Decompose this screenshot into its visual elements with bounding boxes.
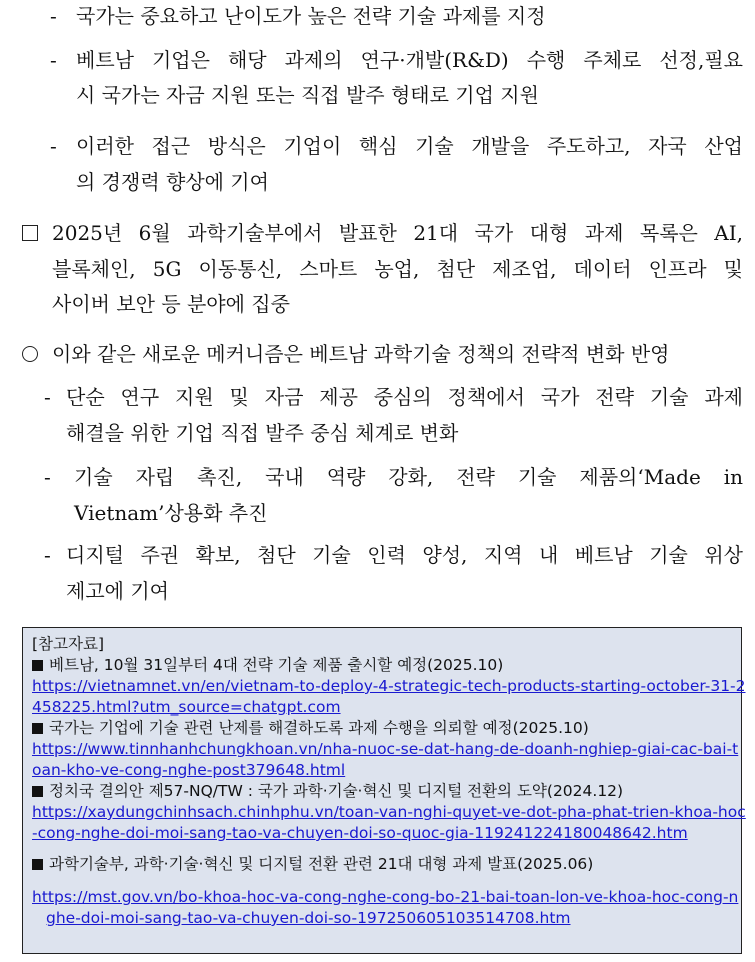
reference-link[interactable]: https://vietnamnet.vn/en/vietnam-to-deploy-4-strategic-tech-products-starting-october-31-2 [32, 677, 746, 695]
body-text-line: 단순 연구 지원 및 자금 제공 중심의 정책에서 국가 전략 기술 과제 [66, 385, 743, 409]
body-text-line: Vietnam’상용화 추진 [74, 501, 268, 525]
dash-marker: - [50, 48, 57, 72]
reference-link[interactable]: https://www.tinnhanhchungkhoan.vn/nha-nuoc-se-dat-hang-de-doanh-nghiep-giai-cac-bai-t [32, 740, 739, 758]
reference-link[interactable]: oan-kho-ve-cong-nghe-post379648.html [32, 761, 346, 779]
body-text-line: 기술 자립 촉진, 국내 역량 강화, 전략 기술 제품의‘Made in [74, 465, 743, 489]
square-marker-icon [32, 786, 43, 797]
body-text-line: 2025년 6월 과학기술부에서 발표한 21대 국가 대형 과제 목록은 AI, [52, 221, 743, 245]
circle-bullet-icon [22, 346, 38, 362]
reference-link[interactable]: -cong-nghe-doi-moi-sang-tao-va-chuyen-doi-so-quoc-gia-119241224180048642.htm [32, 824, 688, 842]
spacer [32, 875, 733, 887]
body-text-line: 제고에 기여 [66, 579, 169, 603]
body-text-line: 이와 같은 새로운 메커니즘은 베트남 과학기술 정책의 전략적 변화 반영 [52, 342, 670, 366]
reference-link[interactable]: https://xaydungchinhsach.chinhphu.vn/toan-van-nghi-quyet-ve-dot-pha-phat-trien-khoa-hoc [32, 803, 746, 821]
dash-marker: - [44, 543, 51, 567]
dash-marker: - [44, 385, 51, 409]
body-text-line: 시 국가는 자금 지원 또는 직접 발주 형태로 기업 지원 [76, 83, 539, 107]
reference-link[interactable]: ghe-doi-moi-sang-tao-va-chuyen-doi-so-197250605103514708.htm [46, 909, 571, 927]
body-text-line: 블록체인, 5G 이동통신, 스마트 농업, 첨단 제조업, 데이터 인프라 및 [52, 257, 743, 281]
spacer [32, 844, 733, 854]
reference-title: 국가는 기업에 기술 관련 난제를 해결하도록 과제 수행을 의뢰할 예정(2025.10) [32, 718, 733, 739]
body-text-line: 베트남 기업은 해당 과제의 연구·개발(R&D) 수행 주체로 선정,필요 [76, 48, 743, 72]
square-marker-icon [32, 660, 43, 671]
reference-title: 정치국 결의안 제57-NQ/TW : 국가 과학·기술·혁신 및 디지털 전환의 도약(2024.12) [32, 781, 733, 802]
body-text-line: 해결을 위한 기업 직접 발주 중심 체계로 변화 [66, 421, 459, 445]
square-bullet-icon [22, 225, 38, 241]
reference-heading: [참고자료] [32, 635, 104, 653]
dash-marker: - [44, 465, 51, 489]
reference-title: 과학기술부, 과학·기술·혁신 및 디지털 전환 관련 21대 대형 과제 발표(2025.06) [32, 854, 733, 875]
square-marker-icon [32, 859, 43, 870]
body-text-line: 국가는 중요하고 난이도가 높은 전략 기술 과제를 지정 [76, 4, 546, 28]
dash-marker: - [50, 134, 57, 158]
square-marker-icon [32, 723, 43, 734]
reference-link[interactable]: 458225.html?utm_source=chatgpt.com [32, 698, 341, 716]
body-text-line: 디지털 주권 확보, 첨단 기술 인력 양성, 지역 내 베트남 기술 위상 [66, 543, 743, 567]
reference-link[interactable]: https://mst.gov.vn/bo-khoa-hoc-va-cong-nghe-cong-bo-21-bai-toan-lon-ve-khoa-hoc-cong-n [32, 888, 739, 906]
body-text-line: 의 경쟁력 향상에 기여 [76, 170, 269, 194]
dash-marker: - [50, 4, 57, 28]
body-text-line: 사이버 보안 등 분야에 집중 [52, 292, 290, 316]
reference-title: 베트남, 10월 31일부터 4대 전략 기술 제품 출시할 예정(2025.10) [32, 655, 733, 676]
reference-box [22, 627, 746, 954]
body-text-line: 이러한 접근 방식은 기업이 핵심 기술 개발을 주도하고, 자국 산업 [76, 134, 743, 158]
